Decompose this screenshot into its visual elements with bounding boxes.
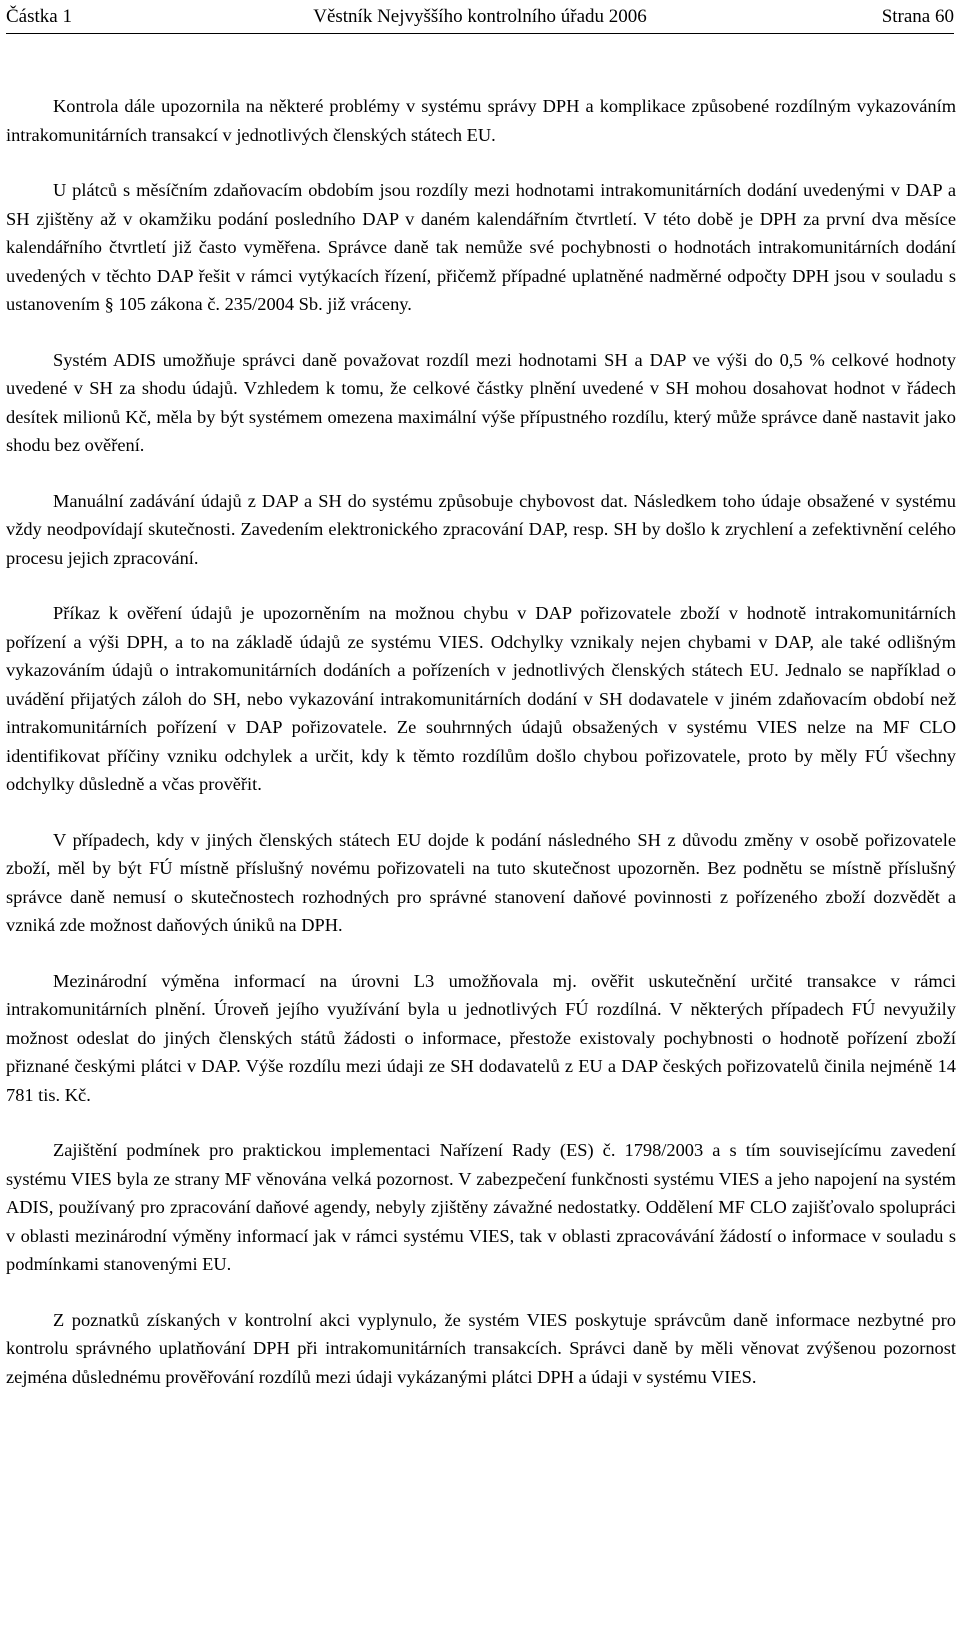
paragraph: Systém ADIS umožňuje správci daně považovat rozdíl mezi hodnotami SH a DAP ve výši do 0,5 % celkové hodnoty uvedené v SH za shodu údajů. Vzhledem k tomu, že celkové částky plnění uvedené v SH mohou dosahovat hodnot v řádech desítek milionů Kč, měla by být systémem omezena maximální výše přípustného rozdílu, který může správce daně nastavit jako shodu bez ověření. <box>6 349 956 455</box>
header-page-number: Strana 60 <box>881 6 954 27</box>
header-issue-number: Částka 1 <box>6 6 72 27</box>
header-divider <box>6 33 954 34</box>
page-header <box>6 4 954 30</box>
paragraph: Manuální zadávání údajů z DAP a SH do systému způsobuje chybovost dat. Následkem toho údaje obsažené v systému vždy neodpovídají skutečnosti. Zavedením elektronického zpracování DAP, resp. SH by došlo k zrychlení a zefektivnění celého procesu jejich zpracování. <box>6 490 956 568</box>
paragraph: Kontrola dále upozornila na některé problémy v systému správy DPH a komplikace způsobené rozdílným vykazováním intrakomunitárních transakcí v jednotlivých členských státech EU. <box>6 96 956 145</box>
paragraph: Zajištění podmínek pro praktickou implementaci Nařízení Rady (ES) č. 1798/2003 a s tím souvisejícímu zavedení systému VIES byla ze strany MF věnována velká pozornost. V zabezpečení funkčnosti systému VIES a jeho napojení na systém ADIS, používaný pro zpracování daňové agendy, nebyly zjištěny závažné nedostatky. Oddělení MF CLO zajišťovalo spolupráci v oblasti mezinárodní výměny informací jak v rámci systému VIES, tak v oblasti zpracovávání žádostí o informace v souladu s podmínkami stanovenými EU. <box>6 1140 956 1274</box>
paragraph: U plátců s měsíčním zdaňovacím obdobím jsou rozdíly mezi hodnotami intrakomunitárních dodání uvedenými v DAP a SH zjištěny až v okamžiku podání posledního DAP v daném kalendářním čtvrtletí. V této době je DPH za první dva měsíce kalendářního čtvrtletí již často vyměřena. Správce daně tak nemůže své pochybnosti o hodnotách intrakomunitárních dodání uvedených v těchto DAP řešit v rámci vytýkacích řízení, přičemž případné uplatněné nadměrné odpočty DPH jsou v souladu s ustanovením § 105 zákona č. 235/2004 Sb. již vráceny. <box>6 180 956 314</box>
paragraph: Mezinárodní výměna informací na úrovni L3 umožňovala mj. ověřit uskutečnění určité transakce v rámci intrakomunitárních plnění. Úroveň jejího využívání byla u jednotlivých FÚ rozdílná. V některých případech FÚ nevyužily možnost odeslat do jiných členských států žádosti o informace, přestože existovaly pochybnosti o hodnotě pořízení zboží přiznané českými plátci v DAP. Výše rozdílu mezi údaji ze SH dodavatelů z EU a DAP českých pořizovatelů činila nejméně 14 781 tis. Kč. <box>6 970 956 1105</box>
paragraph: Z poznatků získaných v kontrolní akci vyplynulo, že systém VIES poskytuje správcům daně informace nezbytné pro kontrolu správného uplatňování DPH při intrakomunitárních transakcích. Správci daně by měli věnovat zvýšenou pozornost zejména důslednému prověřování rozdílů mezi údaji vykázanými plátci DPH a údaji v systému VIES. <box>6 1309 956 1387</box>
paragraph: Příkaz k ověření údajů je upozorněním na možnou chybu v DAP pořizovatele zboží v hodnotě intrakomunitárních pořízení a výši DPH, a to na základě údajů ze systému VIES. Odchylky vznikaly nejen chybami v DAP, ale také odlišným vykazováním údajů o intrakomunitárních dodáních a pořízeních v jednotlivých členských státech EU. Jednalo se například o uvádění přijatých záloh do SH, nebo vykazování intrakomunitárních dodání v SH dodavatele v jiném zdaňovacím období než intrakomunitárních pořízení v DAP pořizovatele. Ze souhrnných údajů obsažených v systému VIES nelze na MF CLO identifikovat příčiny vzniku odchylek a určit, kdy k těmto rozdílům došlo chybou pořizovatele, proto by měly FÚ všechny odchylky důsledně a včas prověřit. <box>6 603 956 794</box>
header-publication-title: Věstník Nejvyššího kontrolního úřadu 2006 <box>313 6 647 27</box>
paragraph: V případech, kdy v jiných členských státech EU dojde k podání následného SH z důvodu změny v osobě pořizovatele zboží, měl by být FÚ místně příslušný novému pořizovateli na tuto skutečnost upozorněn. Bez podnětu se místně příslušný správce daně nemusí o skutečnostech rozhodných pro správné stanovení daňové povinnosti z pořízeného zboží dozvědět a vzniká zde možnost daňových úniků na DPH. <box>6 829 956 935</box>
document-body <box>6 92 956 1418</box>
